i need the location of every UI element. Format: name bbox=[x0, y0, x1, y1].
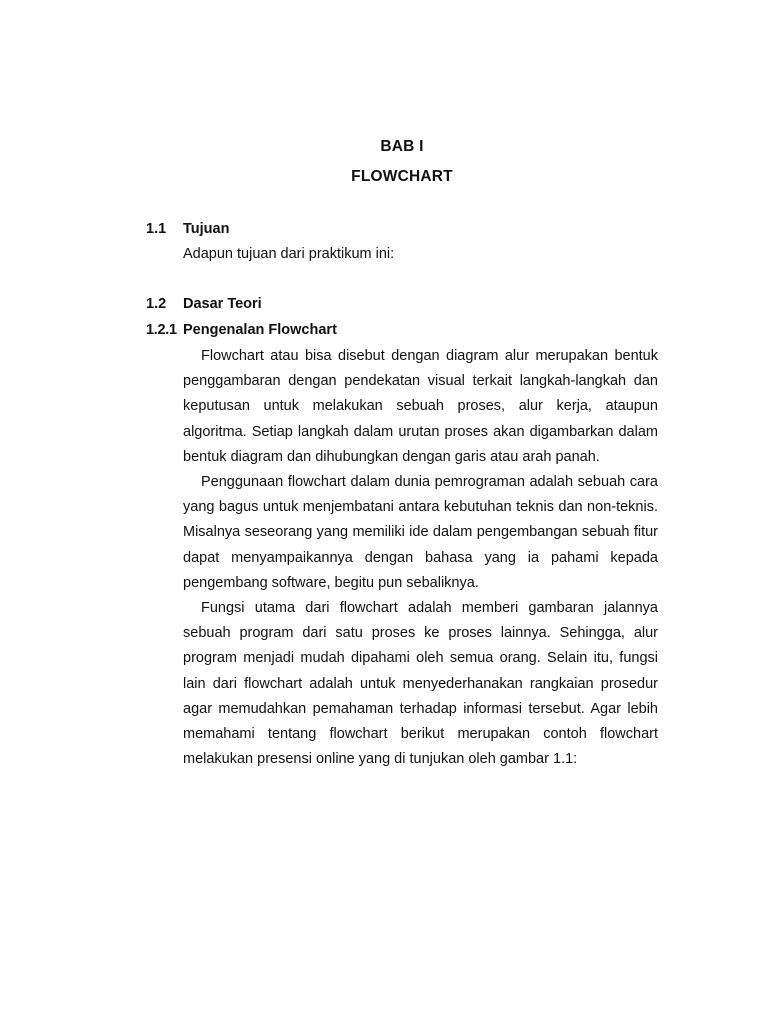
subsection-title: Pengenalan Flowchart bbox=[183, 322, 337, 338]
tujuan-intro-text: Adapun tujuan dari praktikum ini: bbox=[183, 246, 395, 262]
paragraph: Penggunaan flowchart dalam dunia pemrograman adalah sebuah cara yang bagus untuk menjembatani antara kebutuhan teknis dan non-teknis. Misalnya seseorang yang memiliki ide dalam pengembangan sebuah fitur dapat menyampaikannya dengan bahasa yang ia pahami kepada pengembang software, begitu pun sebaliknya. bbox=[183, 474, 658, 591]
subsection-number: 1.2.1 bbox=[146, 322, 177, 338]
body-text bbox=[183, 344, 658, 772]
section-heading-dasar-teori bbox=[146, 296, 262, 312]
section-number: 1.2 bbox=[146, 296, 167, 312]
section-number: 1.1 bbox=[146, 221, 167, 237]
section-heading-tujuan bbox=[146, 221, 229, 237]
paragraph: Fungsi utama dari flowchart adalah memberi gambaran jalannya sebuah program dari satu proses ke proses lainnya. Sehingga, alur program menjadi mudah dipahami oleh semua orang. Selain itu, fungsi lain dari flowchart adalah untuk menyederhanakan rangkaian prosedur agar memudahkan pemahaman terhadap informasi tersebut. Agar lebih memahami tentang flowchart berikut merupakan contoh flowchart melakukan presensi online yang di tunjukan oleh gambar 1.1: bbox=[183, 600, 658, 768]
chapter-label: BAB I bbox=[380, 138, 424, 155]
section-title: Dasar Teori bbox=[183, 296, 262, 312]
section-title: Tujuan bbox=[183, 221, 230, 237]
paragraph: Flowchart atau bisa disebut dengan diagram alur merupakan bentuk penggambaran dengan pendekatan visual terkait langkah-langkah dan keputusan untuk melakukan sebuah proses, alur kerja, ataupun algoritma. Setiap langkah dalam urutan proses akan digambarkan dalam bentuk diagram dan dihubungkan dengan garis atau arah panah. bbox=[183, 348, 658, 465]
subsection-heading-pengenalan-flowchart bbox=[146, 322, 337, 338]
chapter-title: FLOWCHART bbox=[351, 168, 453, 185]
